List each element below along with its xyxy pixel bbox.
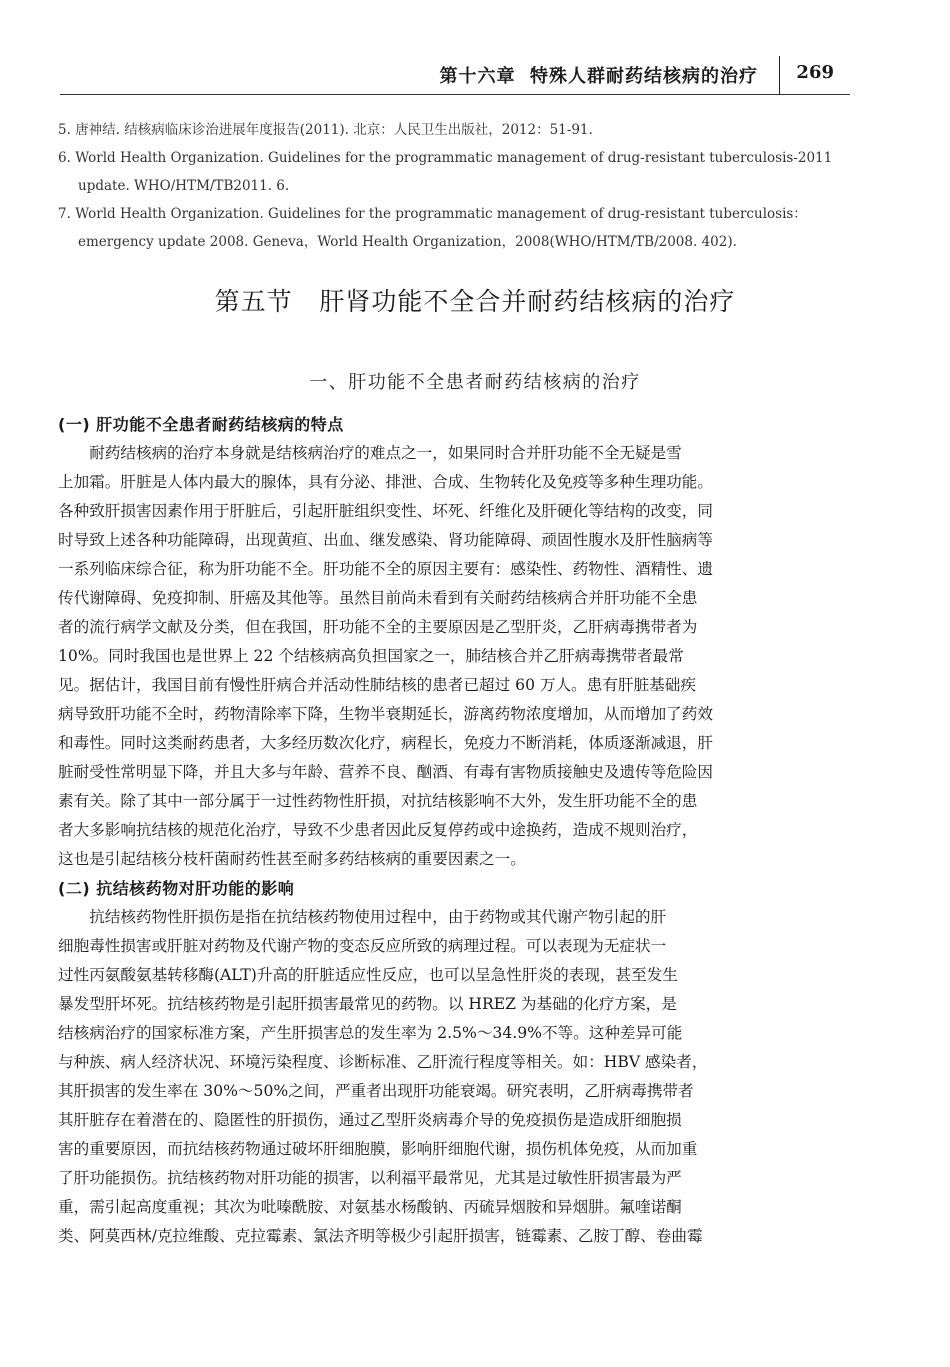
- paragraph-line: 抗结核药物性肝损伤是指在抗结核药物使用过程中，由于药物或其代谢产物引起的肝: [89, 908, 667, 926]
- paragraph-line: 见。据估计，我国目前有慢性肝病合并活动性肺结核的患者已超过 60 万人。患有肝脏基础疾: [58, 676, 696, 694]
- paragraph-line: 和毒性。同时这类耐药患者，大多经历数次化疗，病程长，免疫力不断消耗，体质逐渐减退，肝: [58, 734, 713, 752]
- page-number: 269: [796, 62, 834, 83]
- paragraph-line: 脏耐受性常明显下降，并且大多与年龄、营养不良、酗酒、有毒有害物质接触史及遗传等危险因: [58, 763, 713, 781]
- running-header: [60, 56, 850, 96]
- paragraph-line: 其肝损害的发生率在 30%～50%之间，严重者出现肝功能衰竭。研究表明，乙肝病毒携带者: [58, 1082, 694, 1100]
- paragraph-line: 者大多影响抗结核的规范化治疗，导致不少患者因此反复停药或中途换药，造成不规则治疗，: [58, 821, 698, 839]
- paragraph-line: 暴发型肝坏死。抗结核药物是引起肝损害最常见的药物。以 HREZ 为基础的化疗方案，是: [58, 995, 677, 1013]
- chapter-title: 第十六章 特殊人群耐药结核病的治疗: [439, 66, 758, 87]
- subsection-title: 一、肝功能不全患者耐药结核病的治疗: [309, 372, 641, 393]
- paragraph-line: 10%。同时我国也是世界上 22 个结核病高负担国家之一，肺结核合并乙肝病毒携带者最常: [58, 647, 684, 665]
- paragraph-line: 传代谢障碍、免疫抑制、肝癌及其他等。虽然目前尚未看到有关耐药结核病合并肝功能不全患: [58, 589, 698, 607]
- paragraph-line: 与种族、病人经济状况、环境污染程度、诊断标准、乙肝流行程度等相关。如：HBV 感染者，: [58, 1053, 708, 1071]
- header-rule: [60, 94, 850, 95]
- paragraph-line: 一系列临床综合征，称为肝功能不全。肝功能不全的原因主要有：感染性、药物性、酒精性、遗: [58, 560, 713, 578]
- paragraph-line: 素有关。除了其中一部分属于一过性药物性肝损，对抗结核影响不大外，发生肝功能不全的患: [58, 792, 698, 810]
- paragraph-line: 细胞毒性损害或肝脏对药物及代谢产物的变态反应所致的病理过程。可以表现为无症状一: [58, 937, 667, 955]
- paragraph-line: 过性丙氨酸氨基转移酶(ALT)升高的肝脏适应性反应，也可以呈急性肝炎的表现，甚至发生: [58, 966, 678, 984]
- paragraph-line: 者的流行病学文献及分类，但在我国，肝功能不全的主要原因是乙型肝炎，乙肝病毒携带者为: [58, 618, 698, 636]
- paragraph-line: 上加霜。肝脏是人体内最大的腺体，具有分泌、排泄、合成、生物转化及免疫等多种生理功能。: [58, 473, 713, 491]
- paragraph-line: 时导致上述各种功能障碍，出现黄疸、出血、继发感染、肾功能障碍、顽固性腹水及肝性脑病等: [58, 531, 713, 549]
- paragraph-line: 结核病治疗的国家标准方案，产生肝损害总的发生率为 2.5%～34.9%不等。这种差异可能: [58, 1024, 683, 1042]
- part1-heading: (一) 肝功能不全患者耐药结核病的特点: [58, 415, 344, 434]
- paragraph-line: 重，需引起高度重视；其次为吡嗪酰胺、对氨基水杨酸钠、丙硫异烟胺和异烟肼。氟喹诺酮: [58, 1198, 682, 1216]
- part1-paragraph: [58, 439, 850, 874]
- paragraph-line: 了肝功能损伤。抗结核药物对肝功能的损害，以利福平最常见，尤其是过敏性肝损害最为严: [58, 1169, 682, 1187]
- paragraph-line: 这也是引起结核分枝杆菌耐药性甚至耐多药结核病的重要因素之一。: [58, 850, 526, 868]
- reference-number: 5.: [58, 122, 71, 138]
- reference-item: [58, 144, 852, 200]
- paragraph-line: 其肝脏存在着潜在的、隐匿性的肝损伤，通过乙型肝炎病毒介导的免疫损伤是造成肝细胞损: [58, 1111, 682, 1129]
- reference-text: World Health Organization. Guidelines for the programmatic management of drug-resistant tuberculosis-2011 update. WHO/HTM/TB2011. 6.: [75, 150, 833, 194]
- reference-text: 唐神结. 结核病临床诊治进展年度报告(2011). 北京：人民卫生出版社，2012：51-91.: [75, 122, 593, 138]
- body-text: [58, 410, 850, 1251]
- header-separator: [779, 56, 780, 94]
- paragraph-line: 各种致肝损害因素作用于肝脏后，引起肝脏组织变性、坏死、纤维化及肝硬化等结构的改变，同: [58, 502, 713, 520]
- paragraph-line: 耐药结核病的治疗本身就是结核病治疗的难点之一，如果同时合并肝功能不全无疑是雪: [89, 444, 682, 462]
- paragraph-line: 害的重要原因，而抗结核药物通过破坏肝细胞膜，影响肝细胞代谢，损伤机体免疫，从而加重: [58, 1140, 698, 1158]
- paragraph-line: 病导致肝功能不全时，药物清除率下降，生物半衰期延长，游离药物浓度增加，从而增加了药效: [58, 705, 713, 723]
- reference-list: [58, 116, 852, 256]
- paragraph-line: 类、阿莫西林/克拉维酸、克拉霉素、氯法齐明等极少引起肝损害，链霉素、乙胺丁醇、卷曲霉: [58, 1227, 703, 1245]
- reference-number: 6.: [58, 150, 71, 166]
- reference-item: [58, 200, 852, 256]
- part2-paragraph: [58, 903, 850, 1251]
- reference-text: World Health Organization. Guidelines for the programmatic management of drug-resistant tuberculosis：emergency update 2008. Geneva，World Health Organization，2008(WHO/HTM/TB/2008. 402).: [75, 206, 807, 250]
- reference-item: [58, 116, 852, 144]
- part2-heading: (二) 抗结核药物对肝功能的影响: [58, 879, 295, 898]
- section-title: 第五节 肝肾功能不全合并耐药结核病的治疗: [214, 287, 736, 316]
- reference-number: 7.: [58, 206, 71, 222]
